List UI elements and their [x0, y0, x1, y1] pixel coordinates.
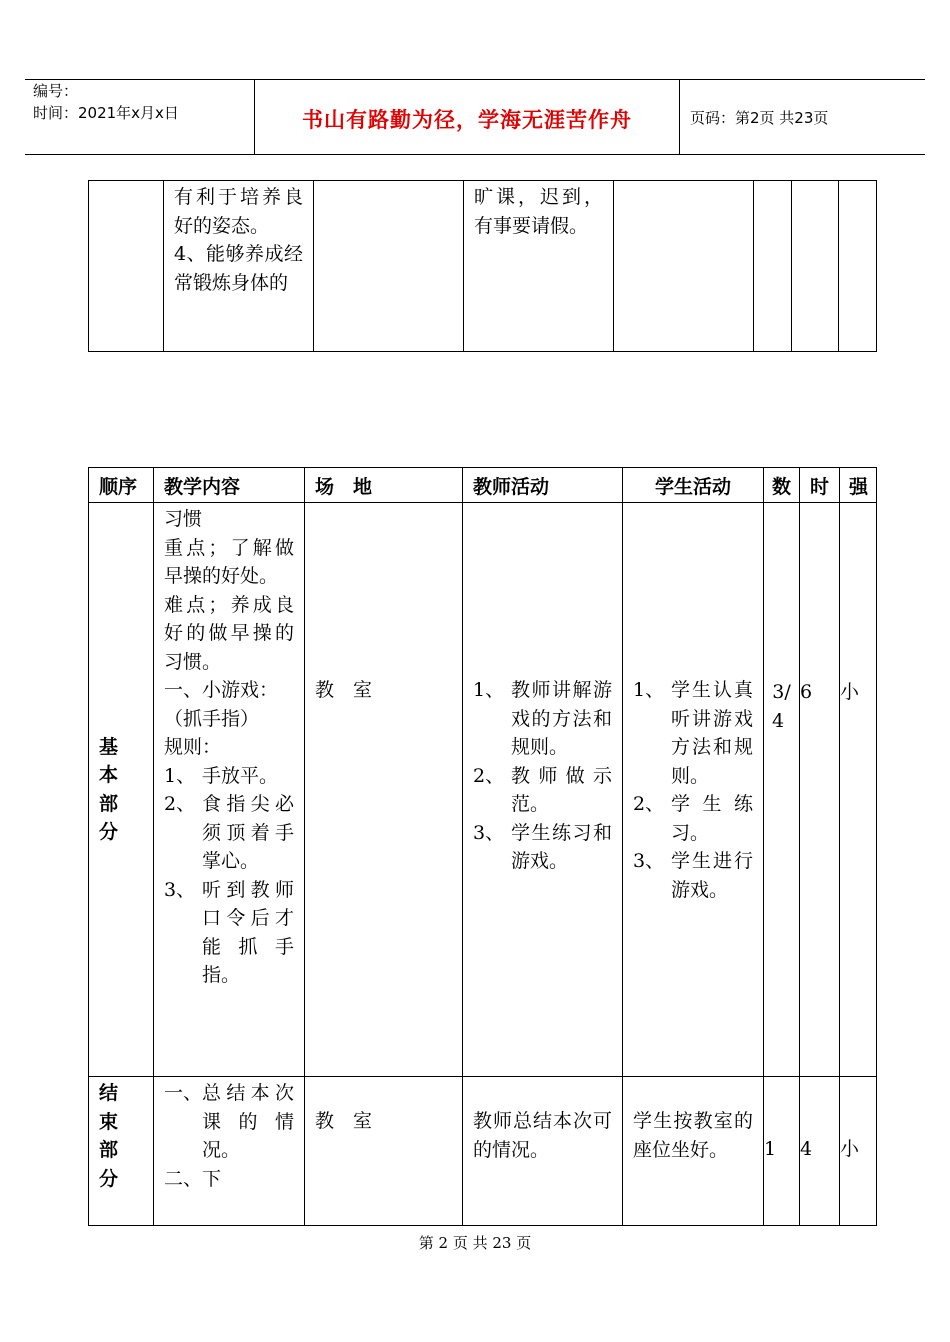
game-title-text: 小游戏：: [202, 679, 279, 701]
end-venue-cell: [305, 1077, 463, 1226]
basic-section-cell: [89, 503, 154, 1077]
end-intensity-cell: [840, 1077, 877, 1226]
student-activity-item: 1、 学生认真听讲游戏方法和规则。: [633, 679, 753, 787]
game-title: [164, 676, 294, 705]
table-header-row: [89, 468, 877, 503]
basic-venue-cell: [305, 503, 463, 1077]
end-content-cell: [154, 1077, 305, 1226]
teacher-activity-item: 2、 教师做示范。: [473, 764, 612, 815]
teacher-activity-list: [473, 676, 612, 876]
basic-intensity-cell: [840, 503, 877, 1077]
teacher-activity-item: 3、 学生练习和游戏。: [473, 821, 612, 872]
header-motto: 书山有路勤为径，学海无涯苦作舟: [302, 108, 632, 132]
teacher-activity-item: 1、 教师讲解游戏的方法和规则。: [473, 679, 612, 758]
game-title-number: 一、: [164, 679, 203, 701]
student-activity-item: 3、 学生进行游戏。: [633, 850, 753, 901]
student-activity-list: [633, 676, 753, 904]
rule-item: 3、 听到教师口令后才能抓手指。: [164, 878, 294, 986]
continuation-student-cell: [614, 181, 754, 352]
header-top-rule: [25, 79, 925, 80]
continuation-table: [88, 180, 877, 352]
count-value: 3/4: [772, 681, 791, 732]
continuation-time-cell: [792, 181, 839, 352]
lesson-plan-table: [88, 467, 877, 1226]
header-time: 时: [800, 468, 840, 503]
end-section-cell: [89, 1077, 154, 1226]
end-teacher-cell: [463, 1077, 623, 1226]
end-student-cell: [623, 1077, 764, 1226]
game-name: （抓手指）: [164, 707, 260, 730]
page-footer: 第 2 页 共 23 页: [418, 1234, 532, 1252]
end-teacher-text: 教师总结本次可的情况。: [473, 1110, 612, 1161]
rule-item: 2、 食指尖必须顶着手掌心。: [164, 793, 294, 872]
teacher-text: 旷课，迟到，有事要请假。: [474, 186, 603, 237]
section-label: 结束部分: [99, 1082, 119, 1190]
basic-section-row: [89, 503, 877, 1077]
content-line: 习惯: [164, 508, 203, 530]
end-time-cell: [800, 1077, 840, 1226]
header-divider-right: [679, 79, 680, 155]
venue-text: 教 室: [315, 679, 373, 701]
header-page-info: 页码：第2页 共23页: [690, 109, 829, 127]
rules-label: 规则：: [164, 736, 222, 758]
content-line: 重点；了解做早操的好处。: [164, 536, 294, 587]
end-student-text: 学生按教室的座位坐好。: [633, 1110, 753, 1161]
header-order: 顺序: [89, 468, 154, 503]
header-teacher-activity: 教师活动: [463, 468, 623, 503]
content-line: 有利于培养良好的姿态。: [174, 186, 303, 237]
count-value: 1: [764, 1138, 777, 1160]
continuation-content-cell: [164, 181, 314, 352]
header-bottom-rule: [25, 154, 925, 155]
continuation-intensity-cell: [839, 181, 877, 352]
basic-content-cell: [154, 503, 305, 1077]
student-activity-item: 2、 学生练习。: [633, 793, 753, 844]
content-line: 4、能够养成经常锻炼身体的: [174, 243, 303, 294]
basic-teacher-cell: [463, 503, 623, 1077]
end-section-row: [89, 1077, 877, 1226]
basic-count-cell: [764, 503, 800, 1077]
continuation-order-cell: [89, 181, 164, 352]
end-content-item: 二、 下: [164, 1167, 222, 1190]
end-content-item: 一、 总结本次课的情况。: [164, 1082, 294, 1161]
rules-list: [164, 762, 294, 990]
header-count: 数: [764, 468, 800, 503]
header-student-activity: 学生活动: [623, 468, 764, 503]
end-content-list: [164, 1079, 294, 1193]
end-count-cell: [764, 1077, 800, 1226]
basic-student-cell: [623, 503, 764, 1077]
continuation-count-cell: [754, 181, 792, 352]
continuation-venue-cell: [314, 181, 464, 352]
rule-item: 1、 手放平。: [164, 764, 279, 787]
continuation-teacher-cell: [464, 181, 614, 352]
document-number-label: 编号：: [33, 82, 79, 100]
intensity-value: 小: [840, 1138, 860, 1160]
intensity-value: 小: [840, 681, 860, 703]
header-content: 教学内容: [154, 468, 305, 503]
time-value: 4: [800, 1138, 813, 1160]
basic-time-cell: [800, 503, 840, 1077]
section-label: 基本部分: [99, 735, 119, 843]
content-line: 难点；养成良好的做早操的习惯。: [164, 593, 294, 673]
time-value: 6: [800, 681, 813, 703]
header-venue: 场 地: [305, 468, 463, 503]
header-intensity: 强: [840, 468, 877, 503]
document-time-label: 时间：2021年x月x日: [33, 104, 179, 122]
venue-text: 教 室: [315, 1110, 373, 1132]
